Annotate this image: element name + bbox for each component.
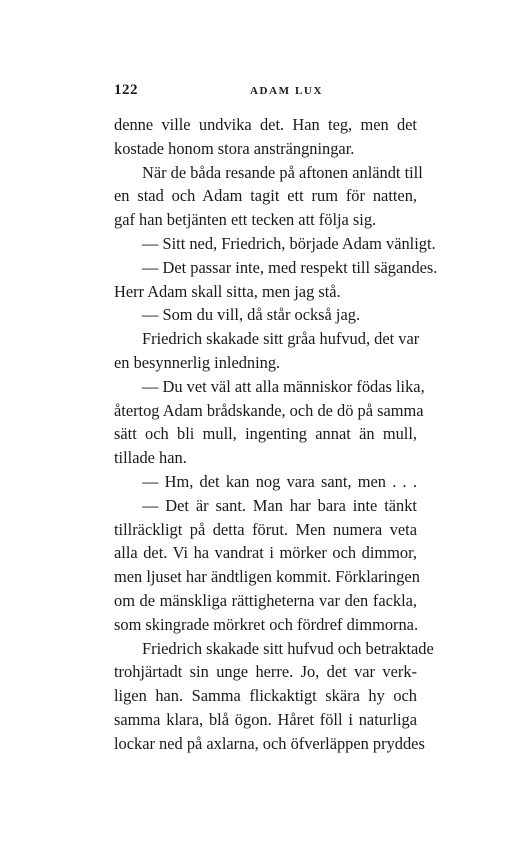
body-text — [114, 113, 438, 756]
page-number: 122 — [114, 82, 138, 98]
text-line: — Som du vill, då står också jag. — [142, 305, 361, 325]
text-line: kostade honom stora ansträngningar. — [114, 138, 355, 158]
text-line: — Det passar inte, med respekt till sägandes. — [142, 257, 438, 277]
text-line: Friedrich skakade sitt gråa hufvud, det var — [142, 329, 420, 349]
text-line: men ljuset har ändtligen kommit. Förklaringen — [114, 567, 420, 587]
text-line: Herr Adam skall sitta, men jag stå. — [114, 281, 341, 301]
text-line: tillade han. — [114, 448, 187, 468]
text-line: alla det. Vi ha vandrat i mörker och dimmor, — [114, 543, 417, 563]
text-line: — Hm, det kan nog vara sant, men . . . — [142, 471, 417, 491]
text-line: sätt och bli mull, ingenting annat än mull, — [114, 424, 417, 444]
text-line: som skingrade mörkret och fördref dimmorna. — [114, 614, 419, 634]
text-line: om de mänskliga rättigheterna var den fackla, — [114, 590, 417, 610]
text-line: tillräckligt på detta förut. Men numera veta — [114, 519, 417, 539]
text-line: lockar ned på axlarna, och öfverläppen pryddes — [114, 733, 425, 753]
text-line: gaf han betjänten ett tecken att följa sig. — [114, 210, 377, 230]
text-line: — Du vet väl att alla människor födas lika, — [142, 376, 425, 396]
text-line: denne ville undvika det. Han teg, men det — [114, 115, 417, 134]
text-line: en stad och Adam tagit ett rum för natten, — [114, 186, 417, 206]
text-line: samma klara, blå ögon. Håret föll i naturliga — [114, 709, 417, 729]
text-line: Friedrich skakade sitt hufvud och betraktade — [142, 638, 434, 658]
text-line: återtog Adam brådskande, och de dö på samma — [114, 400, 424, 420]
text-line: — Det är sant. Man har bara inte tänkt — [142, 495, 417, 515]
text-line: en besynnerlig inledning. — [114, 352, 281, 372]
text-line: När de båda resande på aftonen anländt till — [142, 162, 423, 182]
text-line: trohjärtadt sin unge herre. Jo, det var verk- — [114, 662, 417, 682]
text-line: — Sitt ned, Friedrich, började Adam vänligt. — [142, 233, 436, 253]
running-title: ADAM LUX — [250, 85, 323, 97]
text-line: ligen han. Samma flickaktigt skära hy och — [114, 686, 417, 706]
